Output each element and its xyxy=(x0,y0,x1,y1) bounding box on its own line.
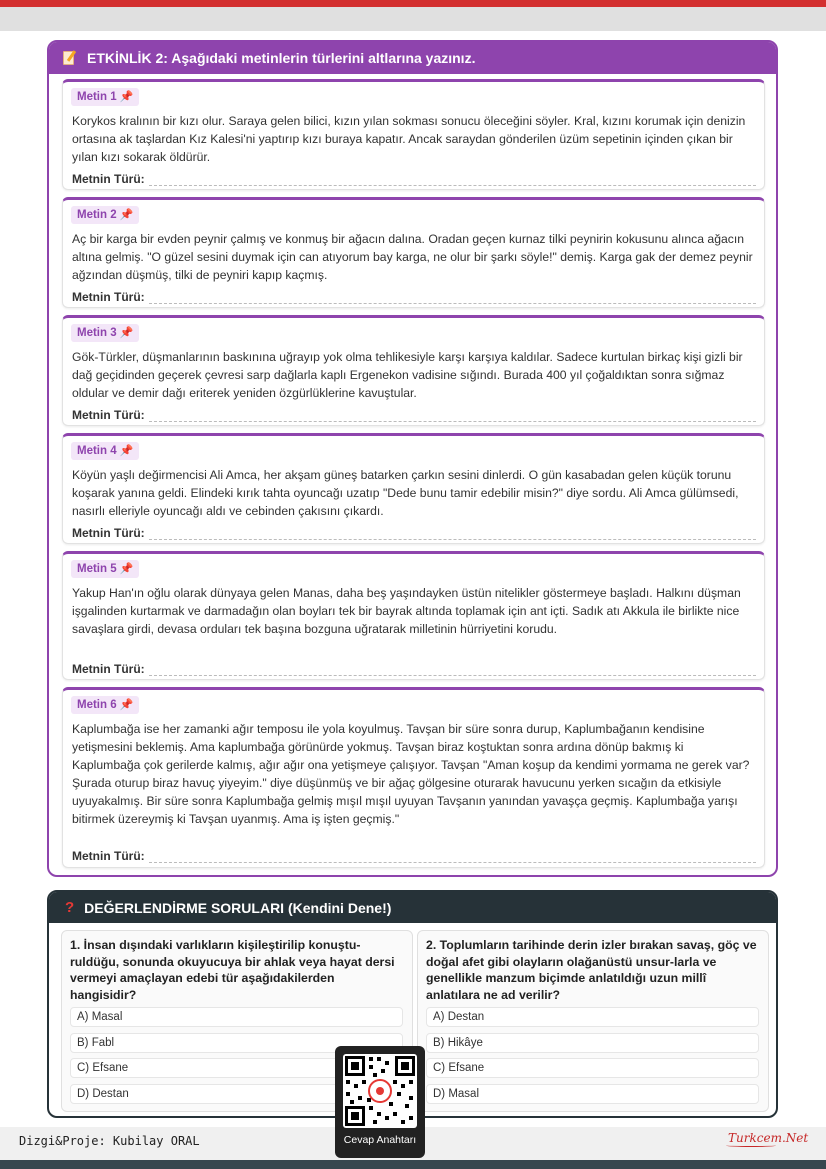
design-credit: Dizgi&Proje: Kubilay ORAL xyxy=(19,1134,200,1148)
genre-answer-line[interactable] xyxy=(72,849,756,863)
genre-answer-line[interactable] xyxy=(72,408,756,422)
genre-answer-line[interactable] xyxy=(72,526,756,540)
genre-label: Metnin Türü: xyxy=(72,172,145,186)
text-card-3 xyxy=(62,315,765,426)
qr-code-icon xyxy=(343,1054,417,1128)
evaluation-title: DEĞERLENDİRME SORULARI (Kendini Dene!) xyxy=(84,899,392,916)
text-card-1 xyxy=(62,79,765,190)
option-b[interactable]: B) Fabl xyxy=(70,1033,403,1053)
pin-icon: 📌 xyxy=(119,327,134,339)
brand-swoosh xyxy=(726,1144,776,1147)
text-card-2 xyxy=(62,197,765,308)
genre-label: Metnin Türü: xyxy=(72,526,145,540)
answer-dotted-line xyxy=(149,664,756,676)
question-text: 1. İnsan dışındaki varlıkların kişileştirilip konuştu-ruldüğu, sonunda okuyucuya bir ahlak veya hayat dersi vermeyi amaçlayan edebi tür aşağıdakilerden hangisidir? xyxy=(70,938,395,1002)
answer-dotted-line xyxy=(149,851,756,863)
question-text: 2. Toplumların tarihinde derin izler bırakan savaş, göç ve doğal afet gibi olayların olağanüstü unsur-larla ve genellikle manzum biçimde anlatıldığı uzun millî anlatılara ne ad verilir? xyxy=(426,938,757,1002)
text-label: Metin 6 📌 xyxy=(71,696,139,714)
text-label: Metin 5 📌 xyxy=(71,560,139,578)
question-mark-icon: ? xyxy=(65,899,75,916)
qr-caption: Cevap Anahtarı xyxy=(343,1134,417,1146)
activity-title: ETKİNLİK 2: Aşağıdaki metinlerin türlerini altlarına yazınız. xyxy=(87,50,476,66)
brand-logo[interactable]: Turkcem.Net xyxy=(728,1131,809,1145)
option-a[interactable]: A) Destan xyxy=(426,1007,759,1027)
answer-dotted-line xyxy=(149,174,756,186)
genre-label: Metnin Türü: xyxy=(72,290,145,304)
evaluation-header xyxy=(49,892,776,923)
genre-label: Metnin Türü: xyxy=(72,662,145,676)
answer-dotted-line xyxy=(149,410,756,422)
answer-dotted-line xyxy=(149,292,756,304)
top-accent-bar xyxy=(0,0,826,7)
pin-icon: 📌 xyxy=(119,563,134,575)
option-d[interactable]: D) Masal xyxy=(426,1084,759,1104)
footer-bottom-strip xyxy=(0,1160,826,1169)
genre-answer-line[interactable] xyxy=(72,172,756,186)
pin-icon: 📌 xyxy=(119,209,134,221)
genre-answer-line[interactable] xyxy=(72,662,756,676)
top-gray-band xyxy=(0,7,826,31)
option-c[interactable]: C) Efsane xyxy=(70,1058,403,1078)
text-body: Köyün yaşlı değirmencisi Ali Amca, her akşam güneş batarken çarkın sesini dinlerdi. O gün kasabadan gelen küçük torunu koşarak yanına geldi. Elindeki kırık tahta oyuncağı uzatıp "Dede bunu tamir edebilir misin?" diye sordu. Ali Amca gülümsedi, nasırlı elleriyle oyuncağı aldı ve cebinden çakısını çıkardı. xyxy=(72,468,739,518)
text-label: Metin 3 📌 xyxy=(71,324,139,342)
text-card-5 xyxy=(62,551,765,680)
genre-answer-line[interactable] xyxy=(72,290,756,304)
text-label: Metin 2 📌 xyxy=(71,206,139,224)
pencil-document-icon xyxy=(63,50,77,66)
text-body: Kaplumbağa ise her zamanki ağır temposu ile yola koyulmuş. Tavşan bir süre sonra durup, Kaplumbağanın kendisine yetişmesini beklemiş. Ama kaplumbağa görünürde yokmuş. Tavşan biraz koştuktan sonra ardına dönüp bakmış ki Kaplumbağa çok gerilerde kalmış, ağır ağır ona yetişmeye çalışıyor. Tavşan "Aman koşup da kendimi yormama ne gerek var? Şurada oturup biraz havuç yiyeyim." diye düşünmüş ve bir ağaç gölgesine oturarak havucunu yerken sıcağın da etkisiyle uyuyakalmış. Bir süre sonra Kaplumbağa gelmiş mışıl mışıl uyuyan Tavşanın yanından yavaşça geçmiş. Kaplumbağa yarışı bitirmek üzereymiş ki Tavşan uyanmış. Ama iş işten geçmiş." xyxy=(72,722,750,826)
answer-key-qr[interactable] xyxy=(335,1046,425,1158)
text-body: Aç bir karga bir evden peynir çalmış ve konmuş bir ağacın dalına. Oradan geçen kurnaz tilki peynirin kokusunu alınca ağacın altına gelmiş. "O güzel sesini duymak için can atıyorum bay karga, ne olur bir şarkı söyle!" demiş. Karga gak der demez peynir ağzından düşmüş, tilki de peyniri kapıp kaçmış. xyxy=(72,232,753,282)
text-body: Yakup Han'ın oğlu olarak dünyaya gelen Manas, daha beş yaşındayken üstün nitelikler göstermeye başladı. Halkını düşman işgalinden kurtarmak ve darmadağın olan boyları tek bir bayrak altında toplamak için ant içti. Sadık atı Akkula ile birlikte nice savaşlara girdi, devasa orduları tek başına bozguna uğratarak milletinin hürriyetini korudu. xyxy=(72,586,741,636)
option-b[interactable]: B) Hikâye xyxy=(426,1033,759,1053)
pin-icon: 📌 xyxy=(119,699,134,711)
pin-icon: 📌 xyxy=(119,91,134,103)
activity-panel xyxy=(47,40,778,877)
option-d[interactable]: D) Destan xyxy=(70,1084,403,1104)
activity-header xyxy=(49,42,776,74)
pin-icon: 📌 xyxy=(119,445,134,457)
text-card-6 xyxy=(62,687,765,868)
text-card-4 xyxy=(62,433,765,544)
text-label: Metin 1 📌 xyxy=(71,88,139,106)
text-label: Metin 4 📌 xyxy=(71,442,139,460)
answer-dotted-line xyxy=(149,528,756,540)
text-body: Gök-Türkler, düşmanlarının baskınına uğrayıp yok olma tehlikesiyle karşı karşıya kaldılar. Sadece kurtulan birkaç kişi gizli bir dağ geçidinden geçerek çevresi sarp dağlarla kaplı Ergenekon vadisine sığındı. Burada 400 yıl çoğaldıktan sonra sığmaz oldular ve demir dağı eriterek yeniden özgürlüklerine kavuştular. xyxy=(72,350,743,400)
genre-label: Metnin Türü: xyxy=(72,849,145,863)
option-a[interactable]: A) Masal xyxy=(70,1007,403,1027)
question-2 xyxy=(417,930,769,1112)
option-c[interactable]: C) Efsane xyxy=(426,1058,759,1078)
genre-label: Metnin Türü: xyxy=(72,408,145,422)
text-body: Korykos kralının bir kızı olur. Saraya gelen bilici, kızın yılan sokması sonucu öleceğini söyler. Kral, kızını korumak için denizin ortasına ak taşlardan Kız Kalesi'ni yaptırıp kızı buraya kapatır. Ancak saraydan gönderilen üzüm sepetinin içinden çıkan bir yılan kızı sokarak öldürür. xyxy=(72,114,746,164)
